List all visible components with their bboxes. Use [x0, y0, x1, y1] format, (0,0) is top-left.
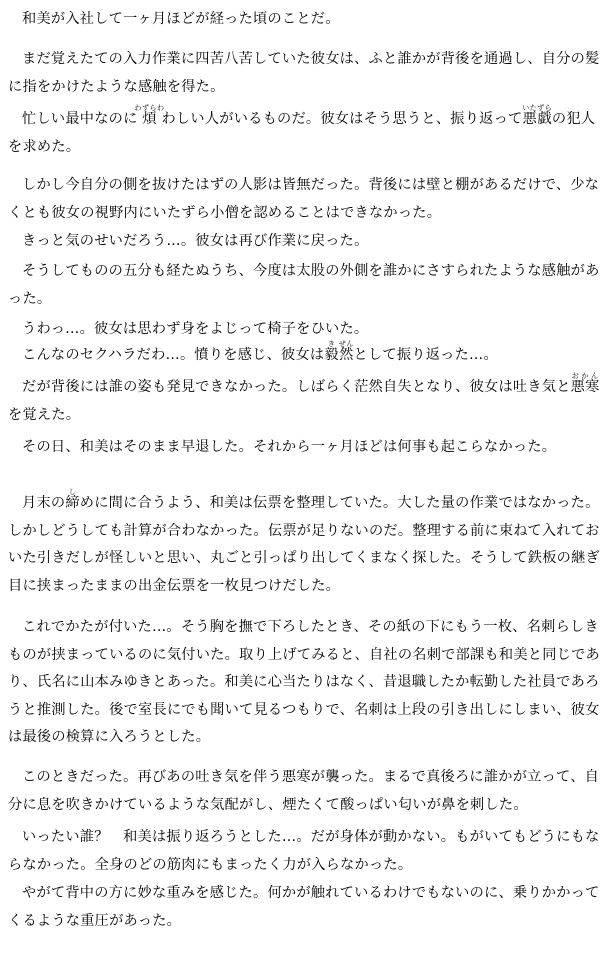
- ruby-text: おかん: [570, 372, 600, 380]
- paragraph-11-text-a: 月末の: [22, 495, 66, 511]
- ruby-text: いたずら: [522, 104, 553, 112]
- paragraph-11-text-b: めに間に合うよう、和美は伝票を整理していた。大した量の作業ではなかった。しかしどうしても計算が合わなかった。伝票が足りないのだ。整理する前に束ねて入れておいた引きだしが怪しいと思い、丸ごと引っぱり出してくまなく探した。そうして鉄板の継ぎ目に挟まったままの出金伝票を一枚見つけだした。: [8, 495, 600, 594]
- ruby-text: ぜん: [338, 340, 354, 348]
- paragraph-15: やがて背中の方に妙な重みを感じた。何かが触れているわけでもないのに、乗りかかってくるような重圧があった。: [8, 885, 600, 929]
- paragraph-3-text-a: 忙しい最中なのに: [22, 111, 138, 127]
- paragraph-7: うわっ…。彼女は思わず身をよじって椅子をひいた。: [22, 321, 369, 337]
- paragraph-3: [8, 104, 602, 161]
- paragraph-6: そうしてものの五分も経たぬうち、今度は太股の外側を誰かにさすられたような感触があった。: [8, 263, 600, 307]
- paragraph-5: きっと気のせいだろう…。彼女は再び作業に戻った。: [22, 233, 369, 249]
- paragraph-14: いったい誰？ 和美は振り返ろうとした…。だが身体が動かない。もがいてもどうにもならなかった。全身のどの筋肉にもまったく力が入らなかった。: [8, 829, 600, 873]
- paragraph-8-text-b: として振り返った…。: [353, 347, 498, 363]
- ruby-text: し: [65, 488, 80, 496]
- scene-break: [8, 462, 602, 489]
- paragraph-8: [8, 340, 602, 370]
- ruby-wazurawa: [134, 104, 165, 127]
- paragraph-12: これでかたが付いた…。そう胸を撫で下ろしたとき、その紙の下にもう一枚、名刺らしきものが挟まっているのに気付いた。取り上げてみると、自社の名刺で部課も和美と同じであり、氏名に山本みゆきとあった。和美に心当たりはなく、昔退職したか転勤した社員であろうと推測した。後で室長にでも聞いて見るつもりで、名刺は上段の引き出しにしまい、彼女は最後の検算に入ろうとした。: [8, 619, 600, 746]
- paragraph-3-text-c: の犯人を求めた。: [8, 111, 596, 155]
- ruby-zen: [338, 340, 354, 363]
- ruby-text: き: [324, 340, 339, 348]
- ruby-base: 悪寒: [570, 379, 600, 395]
- ruby-shi: [65, 488, 80, 511]
- paragraph-9: [8, 372, 602, 429]
- paragraph-9-text-a: だが背後には誰の姿も発見できなかった。しばらく茫然自失となり、彼女は吐き気と: [22, 379, 571, 395]
- ruby-okan: [570, 372, 600, 395]
- ruby-base: 毅: [324, 347, 339, 363]
- paragraph-4: しかし今自分の側を抜けたはずの人影は皆無だった。背後には壁と棚があるだけで、少なくとも彼女の視野内にいたずら小僧を認めることはできなかった。: [8, 177, 600, 221]
- paragraph-11: [8, 488, 602, 600]
- paragraph-13: このときだった。再びあの吐き気を伴う悪寒が襲った。まるで真後ろに誰かが立って、自分に息を吹きかけているような気配がし、煙たくて酸っぱい匂いが鼻を刺した。: [8, 769, 600, 813]
- ruby-itazura: [522, 104, 553, 127]
- paragraph-9-text-b: を覚えた。: [8, 406, 81, 423]
- paragraph-2: まだ覚えたての入力作業に四苦八苦していた彼女は、ふと誰かが背後を通過し、自分の髪に指をかけたような感触を得た。: [8, 51, 600, 95]
- paragraph-8-text-a: こんなのセクハラだわ…。憤りを感じ、彼女は: [22, 347, 325, 363]
- paragraph-10: その日、和美はそのまま早退した。それから一ヶ月ほどは何事も起こらなかった。: [22, 439, 557, 455]
- ruby-base: 煩: [134, 111, 165, 127]
- paragraph-3-text-b: わしい人がいるものだ。彼女はそう思うと、振り返って: [161, 111, 523, 127]
- ruby-base: 締: [65, 495, 80, 511]
- paragraph-1: 和美が入社して一ヶ月ほどが経った頃のことだ。: [22, 11, 340, 27]
- ruby-ki: [324, 340, 339, 363]
- ruby-text: わずらわ: [134, 104, 165, 112]
- ruby-base: 然: [338, 347, 354, 363]
- ruby-base: 悪戯: [522, 111, 553, 127]
